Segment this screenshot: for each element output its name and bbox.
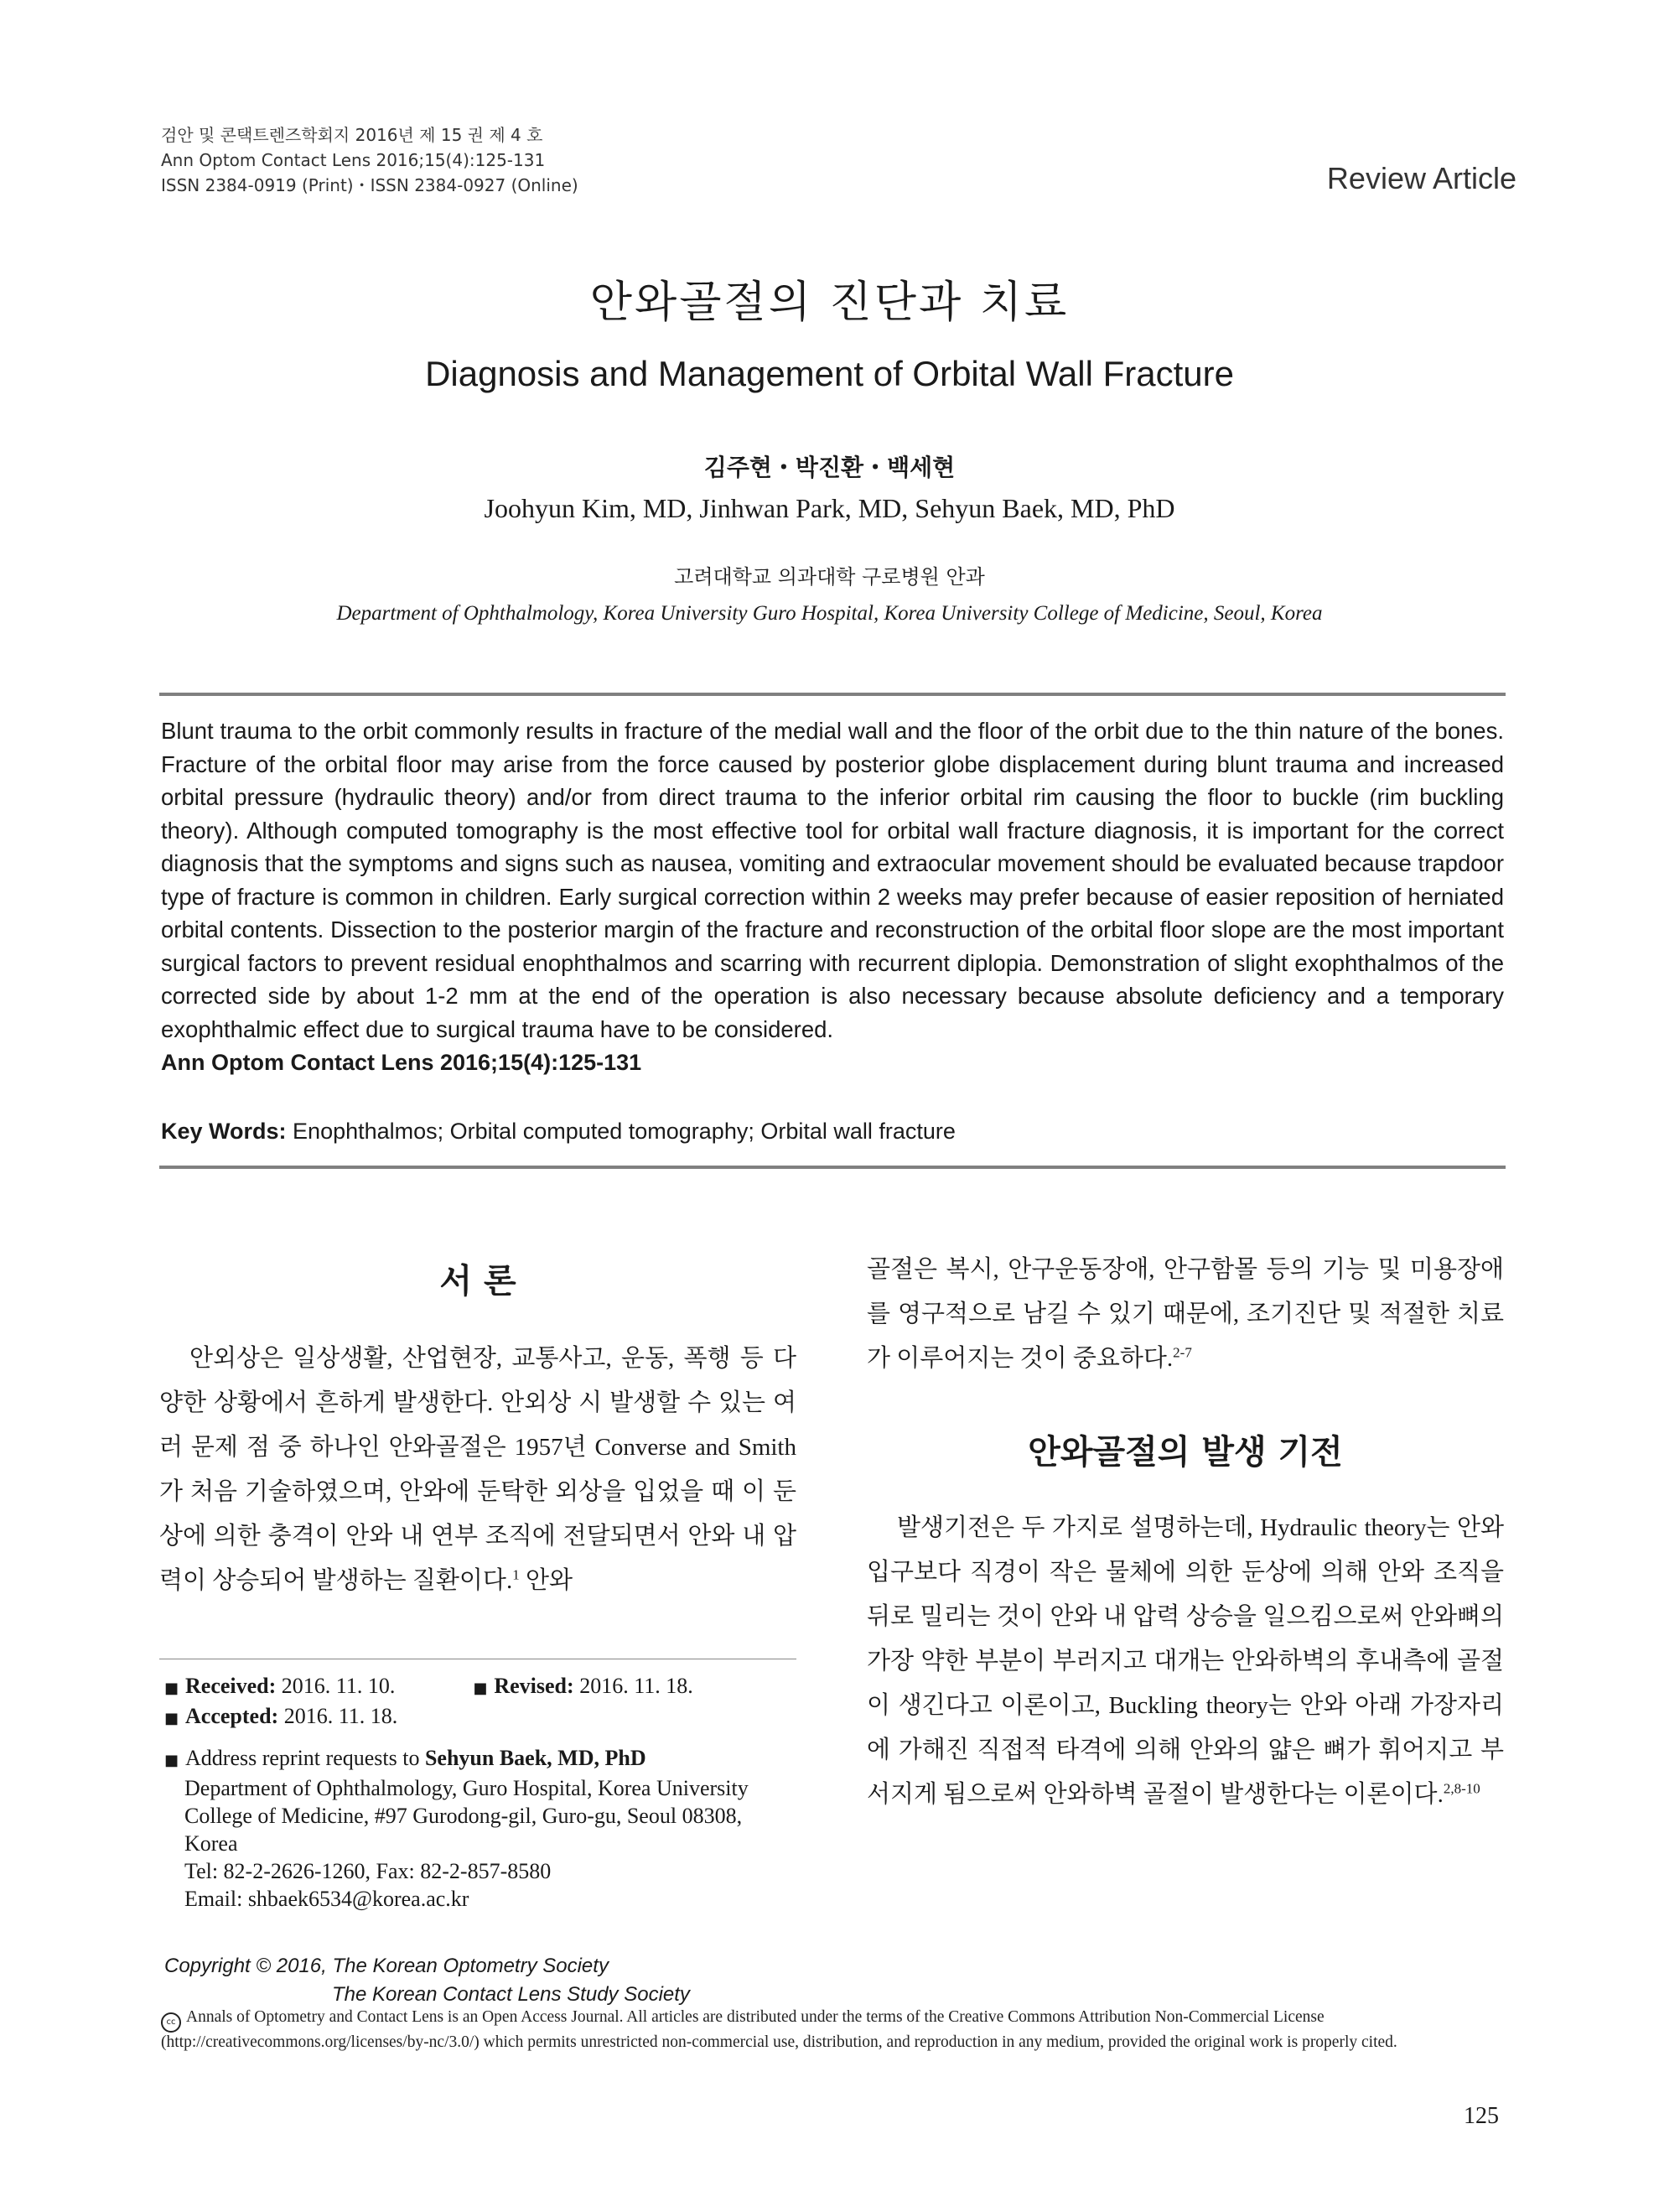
section-heading-intro: 서 론 [439,1262,516,1301]
intro-continuation-text: 골절은 복시, 안구운동장애, 안구함몰 등의 기능 및 미용장애를 영구적으로 남길 수 있기 때문에, 조기진단 및 적절한 치료가 이루어지는 것이 중요하다. [867,1256,1504,1372]
phone-fax: Tel: 82-2-2626-1260, Fax: 82-2-857-8580 [184,1859,552,1883]
reference-1: 1 [512,1566,520,1583]
bullet-square-icon: ■ [473,1680,488,1697]
page-number: 125 [1464,2103,1499,2129]
bullet-square-icon: ■ [164,1752,179,1769]
affiliation-korean: 고려대학교 의과대학 구로병원 안과 [674,565,985,589]
abstract-top-rule [159,693,1506,696]
intro-paragraph [159,1337,796,1603]
intro-continuation [867,1248,1504,1381]
bullet-square-icon: ■ [164,1710,179,1727]
received-label: Received: [185,1674,277,1698]
keywords-label: Key Words: [161,1119,287,1144]
article-type: Review Article [1326,161,1516,195]
copyright-block [164,1952,690,2009]
accepted-label: Accepted: [185,1704,279,1728]
journal-header [161,122,578,198]
address-line-3: Korea [184,1831,238,1856]
intro-paragraph-tail: 안와 [519,1567,573,1594]
email: Email: shbaek6534@korea.ac.kr [184,1887,469,1911]
abstract-citation: Ann Optom Contact Lens 2016;15(4):125-131 [161,1050,642,1075]
address-line-2: College of Medicine, #97 Gurodong-gil, Guro-gu, Seoul 08308, [184,1804,743,1828]
affiliation-english: Department of Ophthalmology, Korea University Guro Hospital, Korea University College of Medicine, Seoul, Korea [336,602,1323,625]
mechanism-paragraph-text: 발생기전은 두 가지로 설명하는데, Hydraulic theory는 안와 입구보다 직경이 작은 물체에 의한 둔상에 의해 안와 조직을 뒤로 밀리는 것이 안와 내 압력 상승을 일으킴으로써 안와뼈의 가장 약한 부분이 부러지고 대개는 안와하벽의 후내측에 골절이 생긴다고 이론이고, Buckling theory는 안와 아래 가장자리에 가해진 직접적 타격에 의해 안와의 얇은 뼈가 휘어지고 부서지게 됨으로써 안와하벽 골절이 발생한다는 이론이다. [867,1514,1504,1808]
revised-label: Revised: [494,1674,574,1698]
issn: ISSN 2384-0919 (Print)・ISSN 2384-0927 (Online) [161,175,578,195]
abstract-text: Blunt trauma to the orbit commonly results in fracture of the medial wall and the floor of the orbit due to the thin nature of the bones. Fracture of the orbital floor may arise from the force caused by posterior globe displacement during blunt trauma and increased orbital pressure (hydraulic theory) and/or from direct trauma to the inferior orbital rim causing the floor to buckle (rim buckling theory). Although computed tomography is the most effective tool for orbital wall fracture diagnosis, it is important for the correct diagnosis that the symptoms and signs such as nausea, vomiting and extraocular movement should be evaluated because trapdoor type of fracture is common in children. Early surgical correction within 2 weeks may prefer because of easier reposition of herniated orbital contents. Dissection to the posterior margin of the fracture and reconstruction of the orbital floor slope are the most important surgical factors to prevent residual enophthalmos and scarring with recurrent diplopia. Demonstration of slight exophthalmos of the corrected side by about 1-2 mm at the end of the operation is also necessary because absolute deficiency and a temporary exophthalmic effect due to surgical trauma have to be considered. [161,718,1504,1042]
reprint-block [164,1744,810,1913]
keywords-list: Enophthalmos; Orbital computed tomography; Orbital wall fracture [293,1119,956,1144]
title-english: Diagnosis and Management of Orbital Wall Fracture [425,354,1234,393]
authors-english: Joohyun Kim, MD, Jinhwan Park, MD, Sehyun Baek, MD, PhD [484,493,1175,523]
bullet-square-icon: ■ [164,1680,179,1697]
reference-2-7: 2-7 [1173,1344,1192,1361]
section-heading-mechanism: 안와골절의 발생 기전 [1028,1433,1343,1472]
reference-2-8-10: 2,8-10 [1443,1780,1480,1797]
revised-date: 2016. 11. 18. [579,1674,693,1698]
title-korean: 안와골절의 진단과 치료 [589,278,1070,328]
dates-block [164,1672,801,1732]
intro-paragraph-text: 안외상은 일상생활, 산업현장, 교통사고, 운동, 폭행 등 다양한 상황에서 흔하게 발생한다. 안외상 시 발생할 수 있는 여러 문제 점 중 하나인 안와골절은 1957년 Converse and Smith가 처음 기술하였으며, 안와에 둔탁한 외상을 입었을 때 이 둔상에 의한 충격이 안와 내 연부 조직에 전달되면서 안와 내 압력이 상승되어 발생하는 질환이다. [159,1345,796,1594]
journal-citation: Ann Optom Contact Lens 2016;15(4):125-131 [161,150,546,170]
abstract-bottom-rule [159,1166,1506,1169]
license-text-block [161,2007,1506,2053]
keywords [161,1119,956,1145]
address-line-1: Department of Ophthalmology, Guro Hospital, Korea University [184,1776,749,1800]
copyright-line-2: The Korean Contact Lens Study Society [332,1983,690,2006]
received-date: 2016. 11. 10. [281,1674,396,1698]
reprint-prefix: Address reprint requests to [185,1746,425,1770]
mechanism-paragraph [867,1506,1504,1817]
creative-commons-icon: cc [161,2012,181,2033]
accepted-date: 2016. 11. 18. [283,1704,398,1728]
license-text: Annals of Optometry and Contact Lens is an Open Access Journal. All articles are distributed under the terms of the Creative Commons Attribution Non-Commercial License (http://creativecommons.org/licenses/by-nc/3.0/) which permits unrestricted non-commercial use, distribution, and reproduction in any medium, provided the original work is properly cited. [161,2008,1397,2051]
copyright-line-1: Copyright © 2016, The Korean Optometry Society [164,1955,609,1977]
reprint-author: Sehyun Baek, MD, PhD [424,1746,646,1770]
authors-korean: 김주현・박진환・백세현 [703,454,956,481]
journal-name-ko: 검안 및 콘택트렌즈학회지 2016년 제 15 권 제 4 호 [161,125,543,145]
